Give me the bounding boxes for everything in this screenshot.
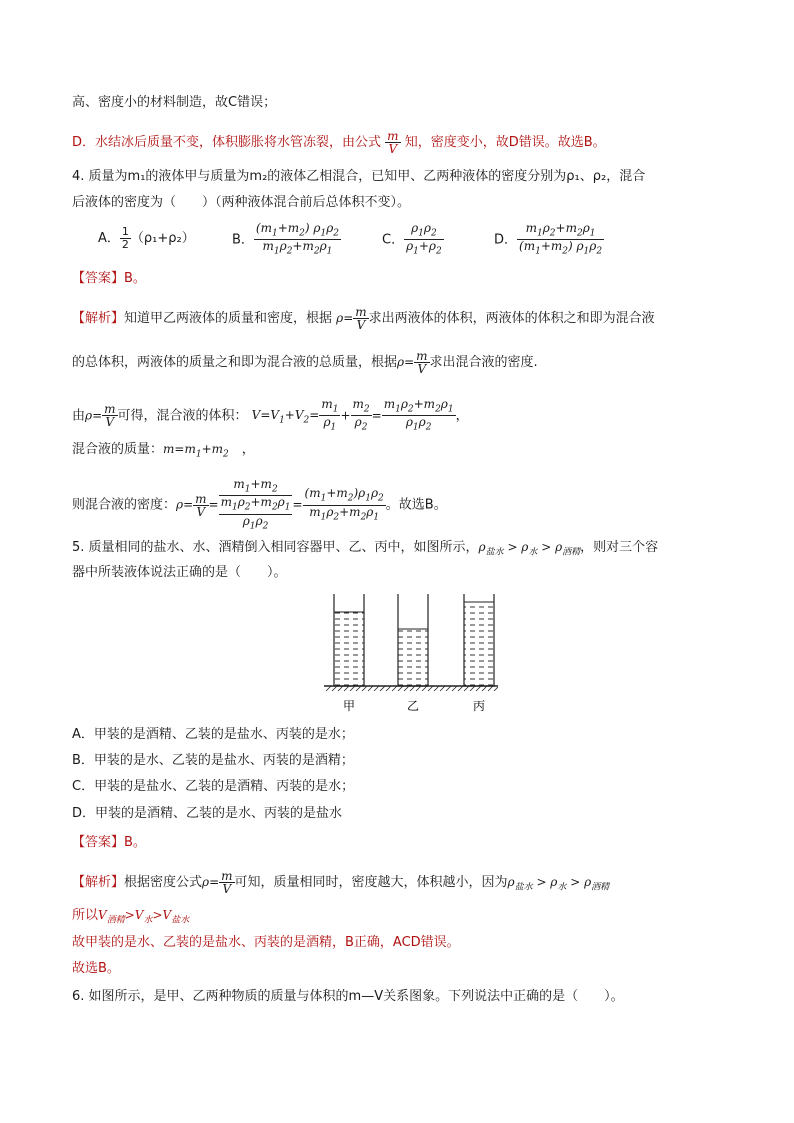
- analysis-1a: 知道甲乙两液体的质量和密度，根据: [124, 311, 333, 326]
- q5-analysis-b: 可知，质量相同时，密度越大，体积越小，因为: [234, 875, 508, 890]
- mix-frac-complex: $m_1+m_2$ $m_1\rho_2+m_2\rho_1$ $\rho_1\rho_2$: [220, 477, 291, 532]
- q4-option-c: [382, 222, 444, 258]
- analysis-2a: 的总体积，两液体的质量之和即为混合液的总质量，根据: [72, 355, 398, 370]
- density-formula: $\frac{m}{V}$: [416, 349, 428, 376]
- step3-b: 。故选B。: [385, 497, 447, 513]
- q5-option-c: C．甲装的是盐水、乙装的是酒精、丙装的是水；: [72, 779, 355, 794]
- opt-a-label: A．: [98, 231, 120, 246]
- density-formula: $\frac{m}{V}$: [195, 491, 207, 519]
- vol-frac-2: $\frac{m_2}{\rho_2}$: [352, 397, 370, 433]
- q5-option-d: D．甲装的是酒精、乙装的是水、丙装的是盐水: [72, 806, 343, 821]
- opt-b-fraction: $\frac{(m_1+m_2) \rho_1\rho_2}{m_1\rho_2+m_2\rho_1}$: [255, 221, 339, 257]
- q5-analysis-a: 根据密度公式: [124, 875, 203, 890]
- q4-analysis-line-2: 的总体积，两液体的质量之和即为混合液的总质量，根据ρ= $\frac{m}{V}$ 求出混合液的密度.: [72, 349, 538, 376]
- q6-stem: 6. 如图所示，是甲、乙两种物质的质量与体积的m—V关系图象。下列说法中正确的是（ ）。: [72, 989, 624, 1004]
- q5-answer: 【答案】B。: [72, 835, 146, 850]
- density-formula: $\frac{m}{V}$: [221, 869, 233, 896]
- q5-stem-1a: 5. 质量相同的盐水、水、酒精倒入相同容器甲、乙、丙中，如图所示，: [72, 540, 479, 555]
- q3-line-d-post: 知，密度变小，故D错误。故选B。: [404, 135, 606, 150]
- q5-option-a: A．甲装的是酒精、乙装的是盐水、丙装的是水；: [72, 727, 354, 742]
- opt-d-label: D．: [494, 232, 518, 248]
- label-yi: 乙: [406, 699, 420, 713]
- containers-figure: [298, 592, 498, 717]
- q4-stem-2: 后液体的密度为（ ）（两种液体混合前后总体积不变）。: [72, 195, 411, 210]
- q4-option-d: [494, 222, 604, 258]
- q4-step-2: 混合液的质量：$m=m_1+m_2$ ，: [72, 442, 255, 460]
- q4-answer: 【答案】B。: [72, 271, 146, 286]
- q4-analysis-line-1: 【解析】知道甲乙两液体的质量和密度，根据 ρ= $\frac{m}{V}$ 求出两液体的体积，两液体的体积之和即为混合液: [72, 305, 655, 332]
- q3-line-d-pre: D．水结冰后质量不变，体积膨胀将水管冻裂，由公式: [72, 135, 382, 150]
- q5-stem-2: 器中所装液体说法正确的是（ ）。: [72, 565, 287, 580]
- analysis-1b: 求出两液体的体积，两液体的体积之和即为混合液: [368, 311, 655, 326]
- density-formula: $\frac{m}{V}$: [104, 402, 116, 430]
- vol-frac-total: $\frac{m_1\rho_2+m_2\rho_1}{\rho_1\rho_2}$: [383, 397, 454, 433]
- q5-analysis: 【解析】根据密度公式ρ= $\frac{m}{V}$ 可知，质量相同时，密度越大，体积越小，因为$\rho_{盐水} > \rho_水 > \rho_{酒精}$: [72, 869, 610, 896]
- q4-step-3: 则混合液的密度：ρ= $\frac{m}{V}$ = $m_1+m_2$ $m_1\rho_2+m_2\rho_1$ $\rho_1\rho_2$ = $\frac{(m_1+m_2)\rho_1\rho_2}{m_1\rho_2+m_2\rho_1}$ 。故选B。: [72, 477, 447, 532]
- step3-a: 则混合液的密度：: [72, 497, 177, 513]
- q5-option-b: B．甲装的是水、乙装的是盐水、丙装的是酒精；: [72, 753, 354, 768]
- liquid-jia: [334, 612, 364, 686]
- half-fraction: $\frac{1}{2}$: [121, 225, 129, 251]
- q4-stem-1: 4. 质量为m₁的液体甲与质量为m₂的液体乙相混合，已知甲、乙两种液体的密度分别为ρ₁、ρ₂，混合: [72, 169, 646, 184]
- opt-c-fraction: $\frac{\rho_1\rho_2}{\rho_1+\rho_2}$: [406, 221, 442, 257]
- opt-a-tail: （ρ₁+ρ₂）: [130, 231, 195, 246]
- step1-a: 由: [72, 408, 86, 424]
- step2-label: 混合液的质量：: [72, 442, 164, 457]
- q5-final: 故选B。: [72, 961, 120, 976]
- q4-step-1: 由ρ= $\frac{m}{V}$ 可得，混合液的体积： $V=V_1+V_2=$ $\frac{m_1}{\rho_1}$ + $\frac{m_2}{\rho_2}$ = $\frac{m_1\rho_2+m_2\rho_1}{\rho_1\rho_2}$ ，: [72, 397, 469, 433]
- opt-c-label: C．: [382, 232, 405, 248]
- analysis-tag: 【解析】: [72, 875, 125, 890]
- density-formula: $\frac{m}{V}$: [387, 129, 399, 156]
- liquid-yi: [398, 629, 428, 686]
- q4-option-b: [232, 222, 341, 258]
- liquid-bing: [464, 602, 494, 686]
- q5-so-line: 所以$V_{酒精}>V_水>V_{盐水}$: [72, 908, 190, 926]
- step1-b: 可得，混合液的体积：: [117, 408, 248, 424]
- mix-frac-result: $\frac{(m_1+m_2)\rho_1\rho_2}{m_1\rho_2+m_2\rho_1}$: [304, 486, 384, 522]
- q5-stem-1b: ，则对三个容: [580, 540, 659, 555]
- density-formula: $\frac{m}{V}$: [355, 305, 367, 332]
- analysis-tag: 【解析】: [72, 311, 125, 326]
- so-pre: 所以: [72, 908, 99, 923]
- q3-line-d: [72, 130, 606, 155]
- analysis-2b: 求出混合液的密度.: [429, 355, 538, 370]
- q5-stem-1: 5. 质量相同的盐水、水、酒精倒入相同容器甲、乙、丙中，如图所示，$\rho_{盐水} > \rho_水 > \rho_{酒精}$，则对三个容: [72, 540, 659, 558]
- label-bing: 丙: [472, 699, 486, 713]
- q5-conclusion: 故甲装的是水、乙装的是盐水、丙装的是酒精，B正确，ACD错误。: [72, 935, 460, 950]
- opt-d-fraction: $\frac{m_1\rho_2+m_2\rho_1}{(m_1+m_2) \rho_1\rho_2}$: [519, 221, 603, 257]
- q3-line-c: 高、密度小的材料制造，故C错误；: [72, 95, 277, 110]
- q4-option-a: [98, 226, 195, 251]
- label-jia: 甲: [342, 699, 356, 713]
- opt-b-label: B．: [232, 232, 254, 248]
- vol-frac-1: $\frac{m_1}{\rho_1}$: [321, 397, 339, 433]
